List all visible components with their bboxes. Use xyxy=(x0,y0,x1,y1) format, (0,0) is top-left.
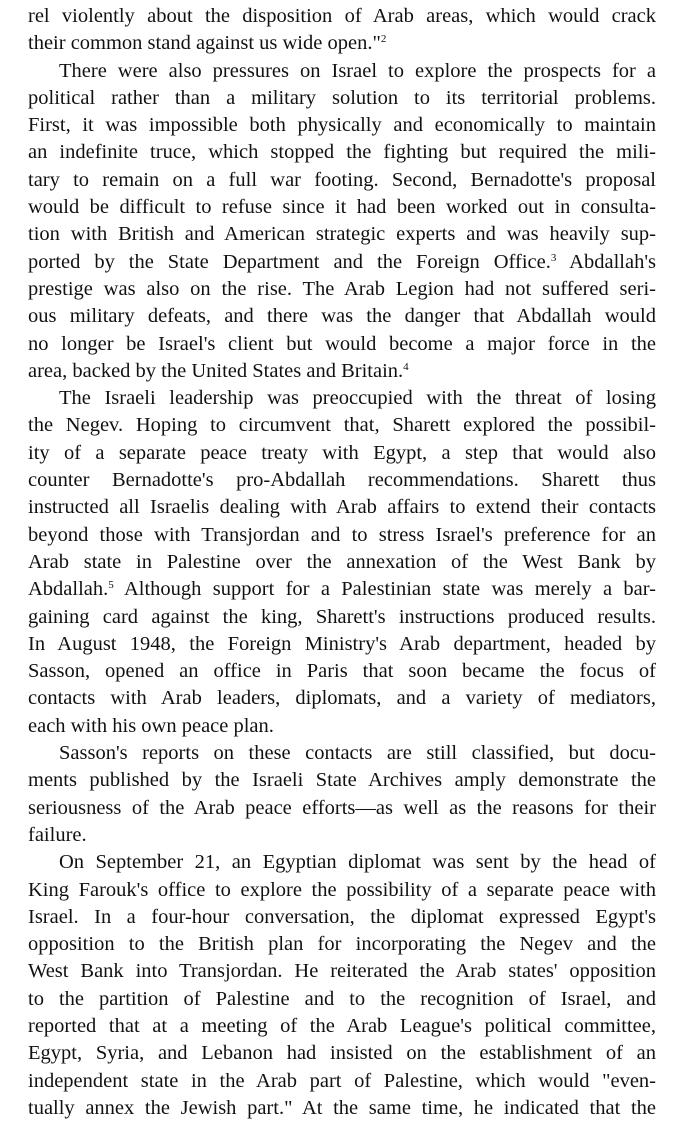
footnote-marker: 2 xyxy=(380,33,387,46)
text-line xyxy=(28,904,656,931)
text-segment: the Negev. Hoping to circumvent that, Sharett explored the possibil- xyxy=(28,414,656,437)
text-line xyxy=(28,1095,656,1122)
text-line xyxy=(28,221,656,248)
text-segment: King Farouk's office to explore the possibility of a separate peace with xyxy=(28,878,656,901)
text-line xyxy=(28,30,656,57)
text-line xyxy=(28,604,656,631)
text-segment: West Bank into Transjordan. He reiterated the Arab states' opposition xyxy=(28,960,656,983)
text-line xyxy=(28,331,656,358)
text-segment: independent state in the Arab part of Palestine, which would "even- xyxy=(28,1069,656,1092)
text-segment: their common stand against us wide open." xyxy=(28,32,381,55)
text-segment: Abdallah's xyxy=(556,250,656,273)
text-segment: political rather than a military solution to its territorial problems. xyxy=(28,86,656,109)
text-line xyxy=(28,1040,656,1067)
text-line xyxy=(28,685,656,712)
text-segment: ments published by the Israeli State Archives amply demonstrate the xyxy=(28,769,656,792)
text-line xyxy=(28,767,656,794)
text-line xyxy=(28,494,656,521)
text-segment: In August 1948, the Foreign Ministry's Arab department, headed by xyxy=(28,632,656,655)
text-segment: gaining card against the king, Sharett's instructions produced results. xyxy=(28,605,656,628)
document-page xyxy=(28,3,656,1122)
text-line xyxy=(28,358,656,385)
text-segment: ported by the State Department and the Foreign Office. xyxy=(28,250,551,273)
text-line xyxy=(28,85,656,112)
text-segment: Egypt, Syria, and Lebanon had insisted on the establishment of an xyxy=(28,1042,656,1065)
text-line xyxy=(28,440,656,467)
text-line xyxy=(28,740,656,767)
text-line xyxy=(28,194,656,221)
text-segment: Sasson's reports on these contacts are still classified, but docu- xyxy=(59,742,656,765)
text-segment: Although support for a Palestinian state was merely a bar- xyxy=(113,578,656,601)
text-line xyxy=(28,276,656,303)
text-segment: The Israeli leadership was preoccupied with the threat of losing xyxy=(59,387,656,410)
text-segment: instructed all Israelis dealing with Arab affairs to extend their contacts xyxy=(28,496,656,519)
text-segment: tually annex the Jewish part." At the same time, he indicated that the xyxy=(28,1096,656,1119)
text-segment: opposition to the British plan for incorporating the Negev and the xyxy=(28,933,656,956)
text-segment: an indefinite truce, which stopped the fighting but required the mili- xyxy=(28,141,656,164)
text-segment: There were also pressures on Israel to explore the prospects for a xyxy=(59,59,656,82)
text-segment: On September 21, an Egyptian diplomat was sent by the head of xyxy=(59,851,656,874)
text-line xyxy=(28,1013,656,1040)
footnote-marker: 4 xyxy=(403,360,409,373)
text-segment: failure. xyxy=(28,823,87,846)
text-line xyxy=(28,822,656,849)
text-segment: First, it was impossible both physically and economically to maintain xyxy=(28,114,656,137)
text-line xyxy=(28,958,656,985)
text-line xyxy=(28,631,656,658)
text-segment: area, backed by the United States and Britain. xyxy=(28,359,404,382)
text-segment: ity of a separate peace treaty with Egypt, a step that would also xyxy=(28,441,656,464)
text-line xyxy=(28,385,656,412)
text-segment: would be difficult to refuse since it had been worked out in consulta- xyxy=(28,196,656,219)
text-segment: tary to remain on a full war footing. Second, Bernadotte's proposal xyxy=(28,168,656,191)
text-segment: counter Bernadotte's pro-Abdallah recommendations. Sharett thus xyxy=(28,469,656,492)
text-line xyxy=(28,249,656,276)
text-line xyxy=(28,986,656,1013)
footnote-marker: 5 xyxy=(108,579,114,592)
text-line xyxy=(28,112,656,139)
text-segment: beyond those with Transjordan and to stress Israel's preference for an xyxy=(28,523,656,546)
text-line xyxy=(28,576,656,603)
text-segment: rel violently about the disposition of Arab areas, which would crack xyxy=(28,5,656,27)
text-line xyxy=(28,931,656,958)
footnote-marker: 3 xyxy=(550,251,557,264)
text-segment: to the partition of Palestine and to the recognition of Israel, and xyxy=(28,987,656,1010)
text-line xyxy=(28,139,656,166)
text-segment: Israel. In a four-hour conversation, the diplomat expressed Egypt's xyxy=(28,905,656,928)
text-segment: Abdallah. xyxy=(28,578,109,601)
text-line xyxy=(28,412,656,439)
text-segment: Arab state in Palestine over the annexation of the West Bank by xyxy=(28,550,656,573)
text-line xyxy=(28,877,656,904)
text-line xyxy=(28,522,656,549)
text-line xyxy=(28,713,656,740)
text-segment: no longer be Israel's client but would become a major force in the xyxy=(28,332,656,355)
text-line xyxy=(28,1068,656,1095)
text-segment: Sasson, opened an office in Paris that soon became the focus of xyxy=(28,660,656,683)
text-line xyxy=(28,3,656,30)
text-line xyxy=(28,467,656,494)
text-segment: seriousness of the Arab peace efforts—as well as the reasons for their xyxy=(28,796,656,819)
text-line xyxy=(28,58,656,85)
text-line xyxy=(28,795,656,822)
text-segment: contacts with Arab leaders, diplomats, and a variety of mediators, xyxy=(28,687,656,710)
text-line xyxy=(28,549,656,576)
text-segment: reported that at a meeting of the Arab League's political committee, xyxy=(28,1014,656,1037)
text-segment: ous military defeats, and there was the danger that Abdallah would xyxy=(28,305,656,328)
text-line xyxy=(28,167,656,194)
text-segment: prestige was also on the rise. The Arab Legion had not suffered seri- xyxy=(28,277,656,300)
text-segment: tion with British and American strategic experts and was heavily sup- xyxy=(28,223,656,246)
text-segment: each with his own peace plan. xyxy=(28,714,274,737)
text-line xyxy=(28,303,656,330)
text-line xyxy=(28,658,656,685)
text-line xyxy=(28,849,656,876)
